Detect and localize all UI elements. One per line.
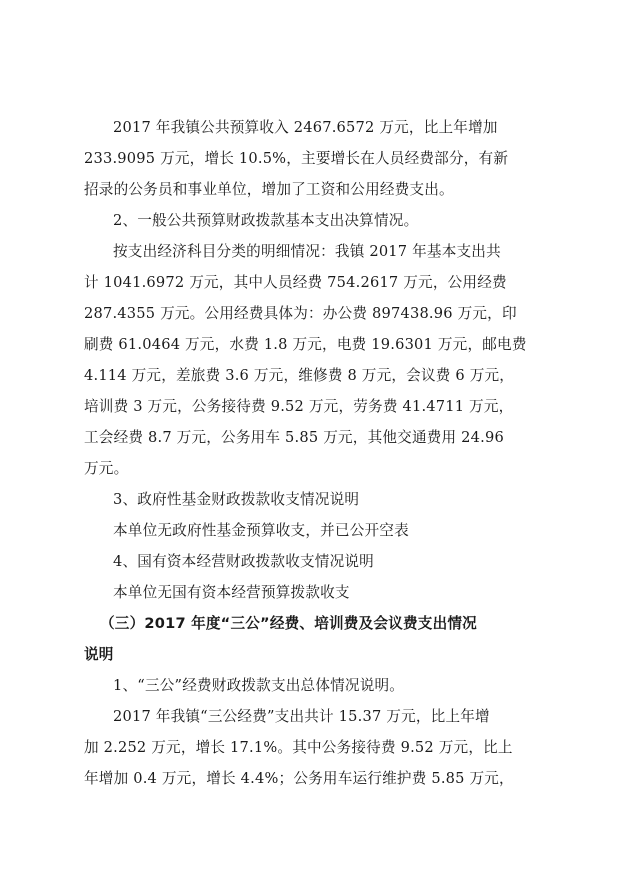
paragraph-government-fund: 本单位无政府性基金预算收支，并已公开空表 (113, 522, 409, 539)
paragraph-three-public-line-1: 2017 年我镇“三公经费”支出共计 15.37 万元，比上年增 (113, 708, 490, 725)
subheading-three-public-overview: 1、“三公”经费财政拨款支出总体情况说明。 (113, 677, 405, 694)
paragraph-basic-expenditure-line-2: 计 1041.6972 万元，其中人员经费 754.2617 万元，公用经费 (84, 274, 507, 291)
paragraph-2017-revenue-line-3: 招录的公务员和事业单位，增加了工资和公用经费支出。 (84, 181, 454, 198)
paragraph-basic-expenditure-line-5: 4.114 万元，差旅费 3.6 万元，维修费 8 万元，会议费 6 万元， (84, 367, 515, 384)
paragraph-state-capital: 本单位无国有资本经营预算拨款收支 (113, 584, 350, 601)
section-heading-three-public-line-1: （三）2017 年度“三公”经费、培训费及会议费支出情况 (100, 615, 477, 632)
paragraph-2017-revenue-line-2: 233.9095 万元，增长 10.5%，主要增长在人员经费部分，有新 (84, 150, 509, 167)
paragraph-basic-expenditure-line-7: 工会经费 8.7 万元，公务用车 5.85 万元，其他交通费用 24.96 (84, 429, 504, 446)
section-heading-government-fund: 3、政府性基金财政拨款收支情况说明 (113, 491, 360, 508)
paragraph-basic-expenditure-line-6: 培训费 3 万元，公务接待费 9.52 万元，劳务费 41.4711 万元， (84, 398, 514, 415)
paragraph-basic-expenditure-line-4: 刷费 61.0464 万元，水费 1.8 万元，电费 19.6301 万元，邮电费 (84, 336, 527, 353)
paragraph-basic-expenditure-line-1: 按支出经济科目分类的明细情况：我镇 2017 年基本支出共 (113, 243, 501, 260)
paragraph-three-public-line-2: 加 2.252 万元，增长 17.1%。其中公务接待费 9.52 万元，比上 (84, 739, 513, 756)
section-heading-three-public-line-2: 说明 (84, 646, 114, 663)
paragraph-basic-expenditure-line-8: 万元。 (84, 460, 129, 477)
section-heading-state-capital: 4、国有资本经营财政拨款收支情况说明 (113, 553, 374, 570)
section-heading-basic-expenditure: 2、一般公共预算财政拨款基本支出决算情况。 (113, 212, 419, 229)
paragraph-basic-expenditure-line-3: 287.4355 万元。公用经费具体为：办公费 897438.96 万元，印 (84, 305, 517, 322)
paragraph-2017-revenue-line-1: 2017 年我镇公共预算收入 2467.6572 万元，比上年增加 (113, 119, 498, 136)
paragraph-three-public-line-3: 年增加 0.4 万元，增长 4.4%；公务用车运行维护费 5.85 万元， (84, 770, 514, 787)
